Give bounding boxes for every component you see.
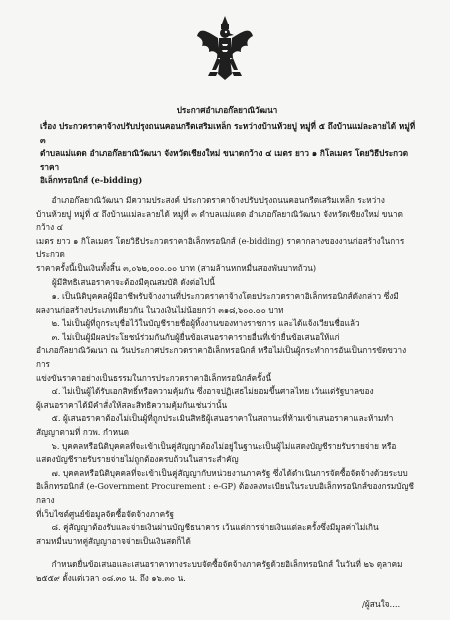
continuation-marker: /ผู้สนใจ.... — [362, 599, 401, 609]
qualification-list: ๑. เป็นนิติบุคคลผู้มีอาชีพรับจ้างงานที่ประกวดราคาจ้างโดยประกวดราคาอิเล็กทรอนิกส์ดังกล่าว ซึ่งมี ผลงานก่อสร้างประเภทเดียวกัน ในวงเงินไม่น้อยกว่า ๓๑๘,๖๐๐.๐๐ บาท ๒. ไม่เป็นผู้ที่ถูกระบุชื่อไว้ในบัญชีรายชื่อผู้ทิ้งงานของทางราชการ และได้แจ้งเวียนชื่อแล้ว ๓. ไม่เป็นผู้มีผลประโยชน์ร่วมกันกับผู้ยื่นข้อเสนอราคารายอื่นที่เข้ายื่นข้อเสนอให้แก่ อำเภอก๊ลยาณิวัฒนา ณ วันประกาศประกวดราคาอิเล็กทรอนิกส์ หรือไม่เป็นผู้กระทำการอันเป็นการขัดขวางการ แข่งขันราคาอย่างเป็นธรรมในการประกวดราคาอิเล็กทรอนิกส์ครั้งนี้ ๔. ไม่เป็นผู้ได้รับเอกสิทธิ์หรือความคุ้มกัน ซึ่งอาจปฏิเสธไม่ยอมขึ้นศาลไทย เว้นแต่รัฐบาลของ ผู้เสนอราคาได้มีคำสั่งให้สละสิทธิความคุ้มกันเช่นว่านั้น ๕. ผู้เสนอราคาต้องไม่เป็นผู้ที่ถูกประเมินสิทธิผู้เสนอราคาในสถานะที่ห้ามเข้าเสนอราคาและห้ามทำ สัญญาตามที่ กวพ. กำหนด ๖. บุคคลหรือนิติบุคคลที่จะเข้าเป็นคู่สัญญาต้องไม่อยู่ในฐานะเป็นผู้ไม่แสดงบัญชีรายรับรายจ่าย หรือ แสดงบัญชีรายรับรายจ่ายไม่ถูกต้องครบถ้วนในสาระสำคัญ ๗. บุคคลหรือนิติบุคคลที่จะเข้าเป็นคู่สัญญากับหน่วยงานภาครัฐ ซึ่งได้ดำเนินการจัดซื้อจัดจ้างด้วยระบบ อิเล็กทรอนิกส์ (e-Government Procurement : e-GP) ต้องลงทะเบียนในระบบอิเล็กทรอนิกส์ของกรมบัญชีกลาง ที่เว็บไซต์ศูนย์ข้อมูลจัดซื้อจัดจ้างภาครัฐ ๘. คู่สัญญาต้องรับและจ่ายเงินผ่านบัญชีธนาคาร เว้นแต่การจ่ายเงินแต่ละครั้งซึ่งมีมูลค่าไม่เกิน สามหมื่นบาทคู่สัญญาอาจจ่ายเป็นเงินสดก็ได้ — [36, 291, 414, 546]
announcement-subject: เรื่อง ประกวดราคาจ้างปรับปรุงถนนคอนกรีตเสริมเหล็ก ระหว่างบ้านห้วยปู หมู่ที่ ๕ ถึงบ้านแม่ละลายได้ หมู่ที่ ๓ ตำบลแม่แดด อำเภอก๊ลยาณิวัฒนา จังหวัดเชียงใหม่ ขนาดกว้าง ๔ เมตร ยาว ๑ กิโลเมตร โดยวิธีประกวดราคา อิเล็กทรอนิกส์ (e-bidding) — [40, 121, 416, 186]
qualification-heading: ผู้มีสิทธิเสนอราคาจะต้องมีคุณสมบัติ ดังต่อไปนี้ — [52, 277, 215, 287]
intro-paragraph: อำเภอก๊ลยาณิวัฒนา มีความประสงค์ ประกวดราคาจ้างปรับปรุงถนนคอนกรีตเสริมเหล็ก ระหว่าง บ้านห้วยปู หมู่ที่ ๕ ถึงบ้านแม่ละลายได้ หมู่ที่ ๓ ตำบลแม่แดด อำเภอก๊ลยาณิวัฒนา จังหวัดเชียงใหม่ ขนาดกว้าง ๔ เมตร ยาว ๑ กิโลเมตร โดยวิธีประกวดราคาอิเล็กทรอนิกส์ (e-bidding) ราคากลางของงานก่อสร้างในการประกวด ราคาครั้งนี้เป็นเงินทั้งสิ้น ๓,๐๖๒,๐๐๐.๐๐ บาท (สามล้านหกหมื่นสองพันบาทถ้วน) — [36, 195, 405, 273]
garuda-emblem-icon — [196, 14, 254, 84]
announcement-title: ประกาศอำเภอก๊ลยาณิวัฒนา — [176, 105, 278, 115]
submission-schedule-paragraph: กำหนดยื่นข้อเสนอและเสนอราคาทางระบบจัดซื้อจัดจ้างภาครัฐด้วยอิเล็กทรอนิกส์ ในวันที่ ๒๖ ตุลาคม ๒๕๕๙ ตั้งแต่เวลา ๐๘.๓๐ น. ถึง ๑๖.๓๐ น. — [36, 559, 403, 583]
